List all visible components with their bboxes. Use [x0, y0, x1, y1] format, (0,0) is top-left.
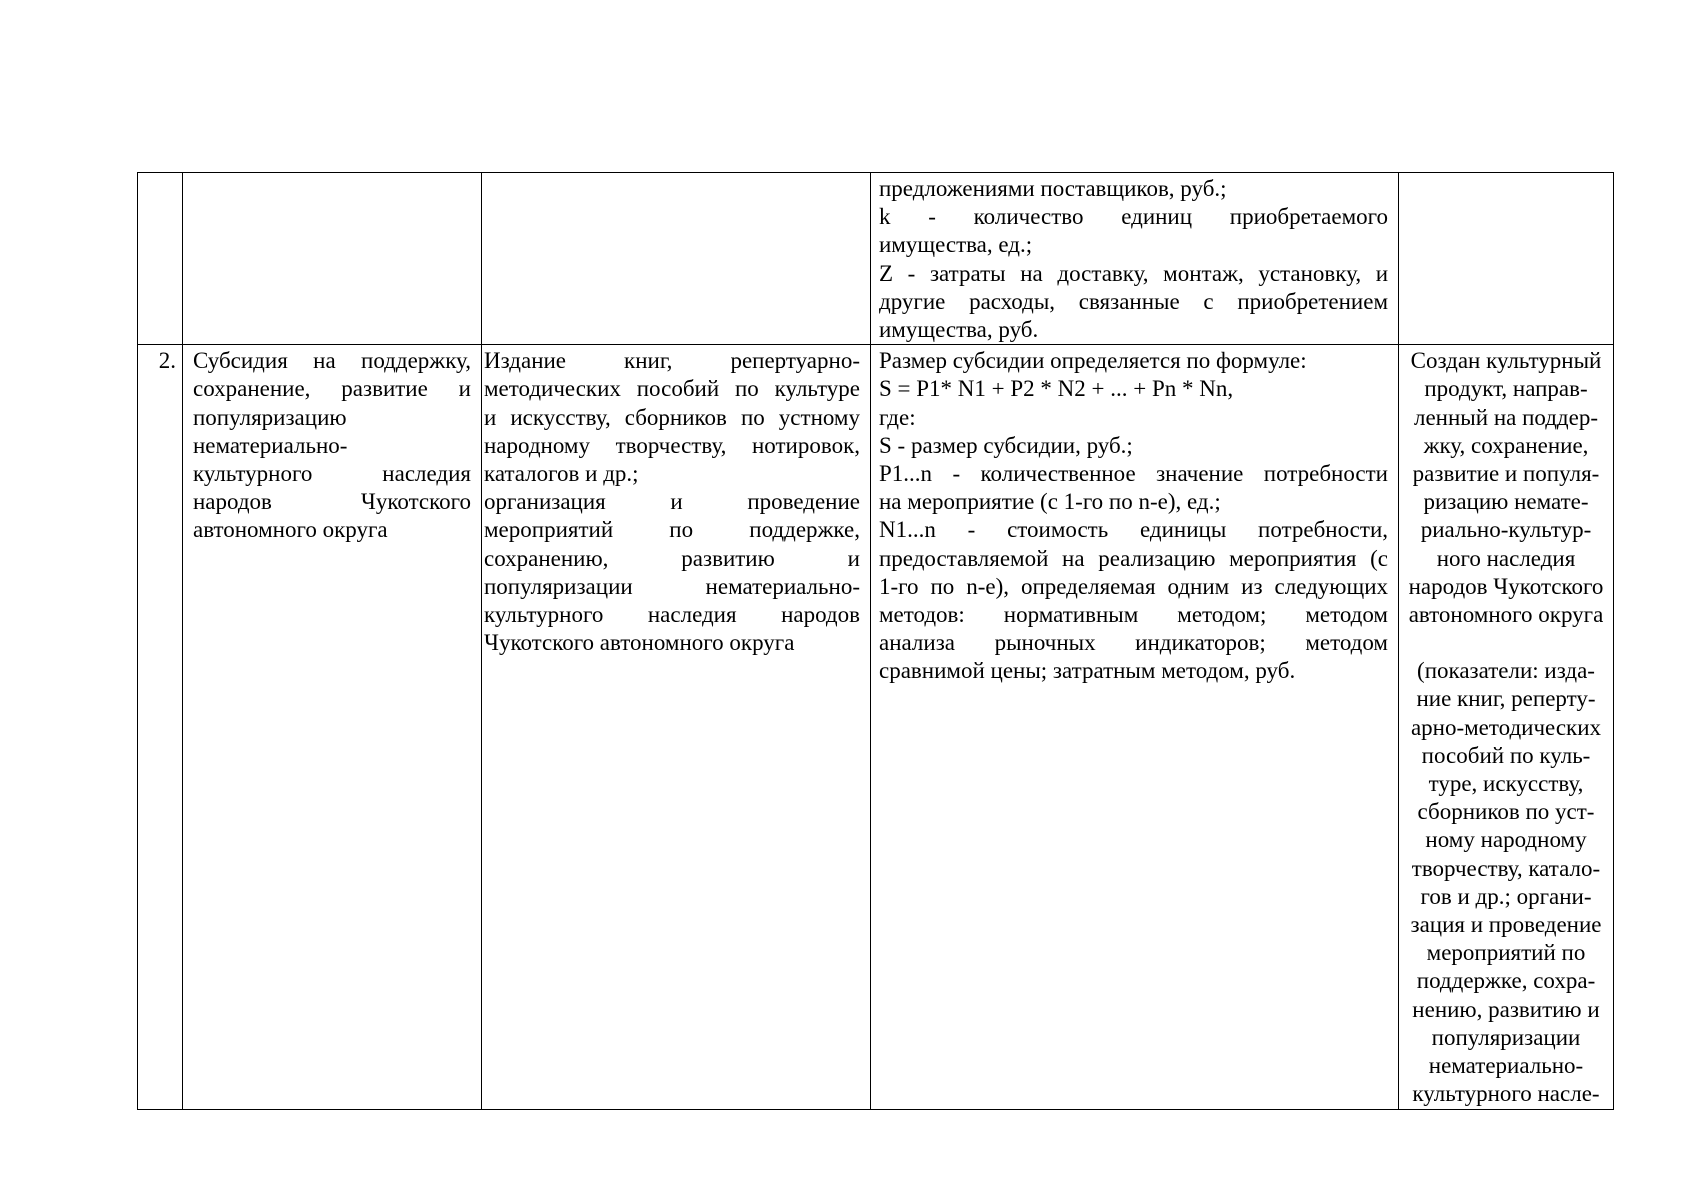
cell-text-line: мероприятий по	[1426, 940, 1586, 966]
cell-text-line: сохранению, развитию и	[484, 545, 860, 571]
row-number-cell	[138, 173, 183, 345]
cell-text-line: k - количество единиц приобретаемого	[879, 204, 1388, 230]
cell-text-line: гов и др.; органи-	[1420, 883, 1592, 909]
cell-text-line: N1...n - стоимость единицы потребности,	[879, 517, 1388, 543]
cell-text-line: нению, развитию и	[1412, 996, 1600, 1022]
paragraph-gap	[1401, 629, 1611, 657]
cell-text-line: зация и проведение	[1410, 912, 1602, 938]
cell-text-line: популяризацию	[193, 404, 347, 430]
cell-text-line: автономного округа	[193, 517, 388, 543]
cell-text-line: творчеству, катало-	[1411, 855, 1601, 881]
cell-text-line: Издание книг, репертуарно-	[484, 348, 860, 374]
cell-text-line: поддержке, сохра-	[1416, 968, 1596, 994]
cell-text-line: арно-методических	[1410, 714, 1602, 740]
subsidy-table	[137, 172, 1614, 1110]
formula-cell	[871, 345, 1399, 1109]
cell-text-line: ному народному	[1425, 827, 1587, 853]
cell-text-line: предоставляемой на реализацию мероприятия (с	[879, 545, 1388, 571]
activities-cell	[482, 173, 871, 345]
cell-text-line: туре, искусству,	[1428, 771, 1584, 797]
cell-text-line: (показатели: изда-	[1417, 658, 1595, 684]
cell-text-line: Размер субсидии определяется по формуле:	[879, 348, 1307, 374]
cell-text-line: имущества, ед.;	[879, 232, 1033, 258]
result-cell	[1399, 173, 1614, 345]
cell-text-line: популяризации нематериально-	[484, 573, 860, 599]
cell-text-line: культурного насле-	[1412, 1081, 1600, 1107]
cell-text-line: культурного наследия	[193, 461, 471, 487]
cell-text-line: методов: нормативным методом; методом	[879, 602, 1388, 628]
cell-text-line: жку, сохранение,	[1423, 432, 1589, 458]
cell-text-line: анализа рыночных индикаторов; методом	[879, 630, 1388, 656]
cell-text-line: Создан культурный	[1410, 348, 1602, 374]
cell-text-line: предложениями поставщиков, руб.;	[879, 176, 1227, 201]
cell-text-line: методических пособий по культуре	[484, 376, 860, 402]
cell-text-line: развитие и популя-	[1412, 461, 1600, 487]
cell-text-line: пособий по куль-	[1421, 742, 1591, 768]
cell-text-line: на мероприятие (с 1-го по n-е), ед.;	[879, 489, 1221, 515]
cell-text-line: ного наследия	[1436, 545, 1576, 571]
cell-text-line: Z - затраты на доставку, монтаж, установку, и	[879, 260, 1388, 286]
cell-text-line: Чукотского автономного округа	[484, 630, 795, 656]
cell-text-line: ризацию немате-	[1423, 489, 1589, 515]
cell-text-line: народов Чукотского	[1408, 573, 1604, 599]
cell-text-line: мероприятий по поддержке,	[484, 517, 860, 543]
cell-text-line: ние книг, реперту-	[1416, 686, 1596, 712]
subsidy-name-cell	[183, 173, 482, 345]
cell-text-line: культурного наследия народов	[484, 602, 860, 628]
cell-text-line: народов Чукотского	[193, 489, 471, 515]
cell-text-line: S - размер субсидии, руб.;	[879, 432, 1133, 458]
row-number-cell	[138, 345, 183, 1109]
cell-text-line: риально-культур-	[1420, 517, 1592, 543]
cell-text-line: продукт, направ-	[1424, 376, 1588, 402]
row-number: 2.	[158, 348, 176, 374]
cell-text-line: сохранение, развитие и	[193, 376, 471, 402]
cell-text-line: имущества, руб.	[879, 317, 1039, 343]
cell-text-line: другие расходы, связанные с приобретением	[879, 288, 1388, 314]
cell-text-line: популяризации	[1431, 1024, 1581, 1050]
cell-text-line: народному творчеству, нотировок,	[484, 432, 860, 458]
result-cell	[1399, 345, 1614, 1109]
cell-text-line: сравнимой цены; затратным методом, руб.	[879, 658, 1296, 684]
cell-text-line: S = P1* N1 + P2 * N2 + ... + Pn * Nn,	[879, 376, 1234, 402]
formula-cell	[871, 173, 1399, 345]
activities-cell	[482, 345, 871, 1109]
cell-text-line: каталогов и др.;	[484, 461, 639, 487]
cell-text-line: нематериально-	[193, 432, 348, 458]
cell-text-line: 1-го по n-е), определяемая одним из следующих	[879, 573, 1388, 599]
cell-text-line: P1...n - количественное значение потребности	[879, 461, 1388, 487]
cell-text-line: где:	[879, 404, 916, 430]
cell-text-line: и искусству, сборников по устному	[484, 404, 860, 430]
subsidy-name-cell	[183, 345, 482, 1109]
cell-text-line: ленный на поддер-	[1414, 404, 1598, 430]
cell-text-line: нематериально-	[1428, 1053, 1584, 1079]
table-row-continued	[138, 173, 1614, 345]
cell-text-line: автономного округа	[1408, 602, 1604, 628]
cell-text-line: организация и проведение	[484, 489, 860, 515]
table-row-2	[138, 345, 1614, 1109]
cell-text-line: сборников по уст-	[1417, 799, 1595, 825]
cell-text-line: Субсидия на поддержку,	[193, 348, 471, 374]
